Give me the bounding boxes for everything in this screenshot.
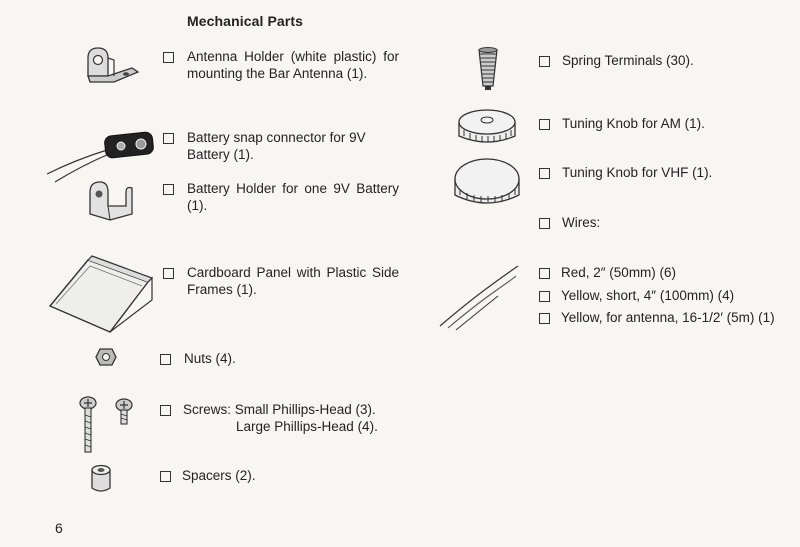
screws-illustration [78, 395, 136, 455]
checkbox[interactable] [163, 184, 174, 195]
item-text: Tuning Knob for AM (1). [562, 116, 705, 131]
checkbox[interactable] [539, 168, 550, 179]
checkbox[interactable] [163, 52, 174, 63]
item-text: Battery Holder for one 9V Battery (1). [187, 181, 399, 213]
item-text: Battery snap connector for 9V Battery (1). [187, 130, 366, 162]
battery-snap-connector-illustration [45, 126, 155, 186]
checkbox[interactable] [160, 354, 171, 365]
antenna-holder-illustration [82, 46, 142, 90]
item-text: Spacers (2). [182, 468, 256, 483]
spacer-illustration [90, 464, 112, 494]
item-text: Spring Terminals (30). [562, 53, 694, 68]
vhf-tuning-knob-illustration [452, 155, 522, 211]
item-text-line2: Large Phillips-Head (4). [236, 419, 378, 434]
item-text: Yellow, short, 4″ (100mm) (4) [561, 288, 735, 303]
item-text: Wires: [562, 215, 601, 230]
item-text: Yellow, for antenna, 16-1/2′ (5m) (1) [561, 310, 775, 325]
checkbox[interactable] [539, 56, 550, 67]
item-text: Red, 2″ (50mm) (6) [561, 265, 677, 280]
checkbox[interactable] [539, 313, 550, 324]
checkbox[interactable] [539, 218, 550, 229]
item-text: Tuning Knob for VHF (1). [562, 165, 713, 180]
checkbox[interactable] [163, 268, 174, 279]
checkbox[interactable] [160, 471, 171, 482]
nut-illustration [95, 348, 117, 366]
wires-illustration [438, 264, 520, 332]
checkbox[interactable] [539, 291, 550, 302]
checkbox[interactable] [163, 133, 174, 144]
spring-terminal-illustration [476, 46, 500, 92]
cardboard-panel-illustration [48, 256, 154, 336]
am-tuning-knob-illustration [456, 106, 518, 148]
checkbox[interactable] [160, 405, 171, 416]
checkbox[interactable] [539, 119, 550, 130]
item-text: Screws: Small Phillips-Head (3). [183, 402, 376, 417]
item-text: Nuts (4). [184, 351, 236, 366]
battery-holder-illustration [86, 178, 138, 222]
checkbox[interactable] [539, 268, 550, 279]
item-text: Antenna Holder (white plastic) for mounting the Bar Antenna (1). [187, 49, 399, 81]
page-number: 6 [55, 520, 63, 536]
item-text: Cardboard Panel with Plastic Side Frames (1). [187, 265, 399, 297]
section-heading: Mechanical Parts [187, 13, 303, 29]
